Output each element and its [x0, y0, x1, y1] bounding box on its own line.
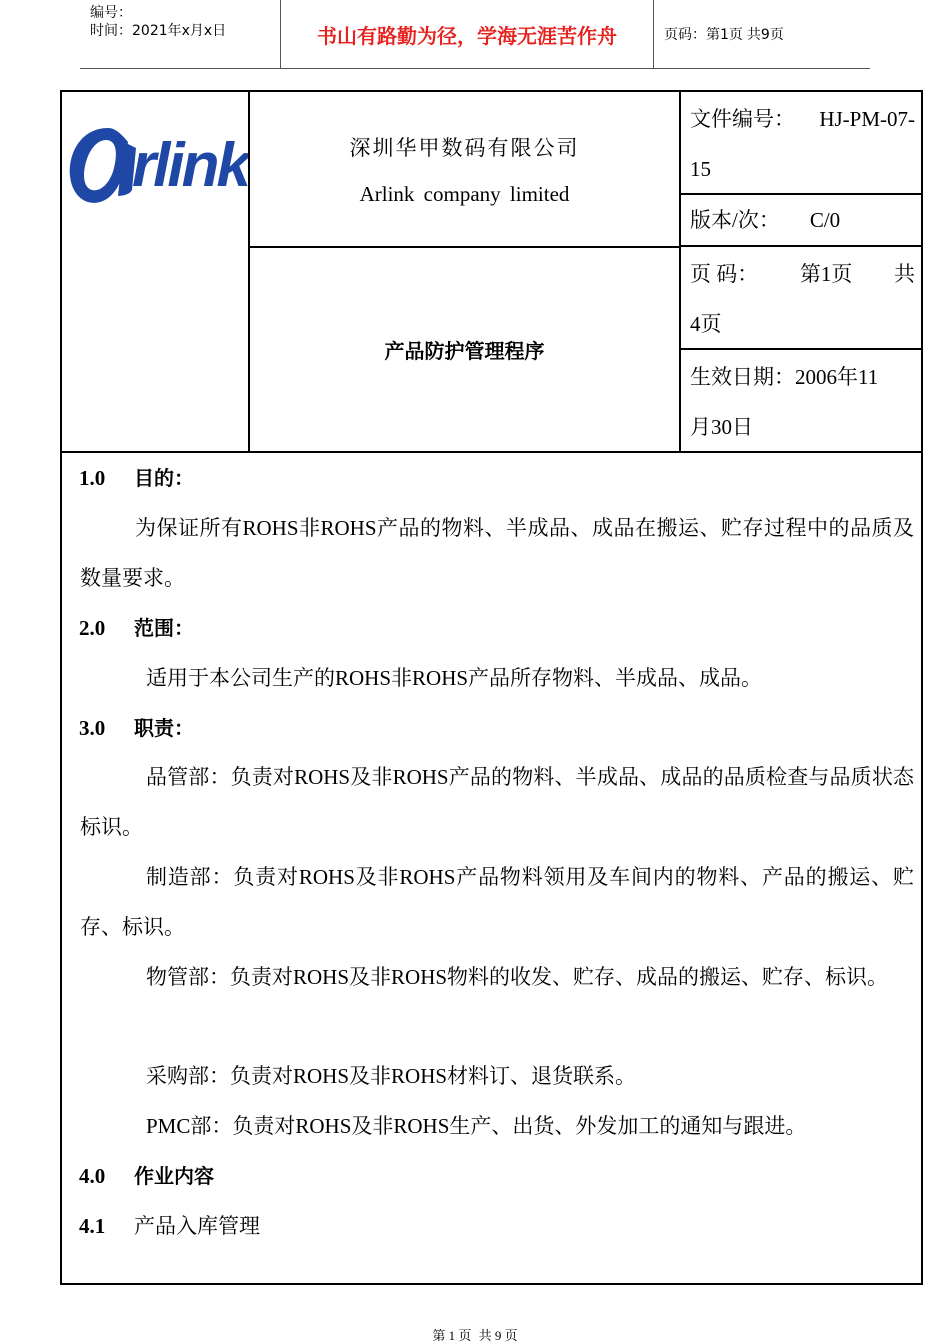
doc-number-value-2: 15 [690, 157, 711, 181]
version-value: C/0 [809, 208, 841, 232]
document-info-column [679, 92, 923, 451]
section-3-duty-qc: 品管部：负责对ROHS及非ROHS产品的物料、半成品、成品的品质检查与品质状态标识。 [80, 765, 914, 839]
company-name-cn: 深圳华甲数码有限公司 [349, 136, 580, 160]
running-header-page [654, 0, 870, 68]
running-header-meta [80, 0, 280, 68]
time-label: 时间：2021年x月x日 [90, 23, 227, 39]
document-frame [60, 90, 923, 1285]
section-number: 4.0 [79, 1164, 106, 1188]
subsection-title: 产品入库管理 [134, 1214, 260, 1238]
section-3-duty-manufacturing: 制造部：负责对ROHS及非ROHS产品物料领用及车间内的物料、产品的搬运、贮存、标识。 [80, 865, 914, 939]
company-name-en: Arlink company limited [359, 182, 570, 206]
doc-number-label: 文件编号： [690, 107, 795, 131]
number-label: 编号： [90, 5, 132, 21]
effective-date-value-2: 月30日 [690, 415, 753, 439]
doc-number-cell [681, 92, 923, 195]
logo-cell [62, 92, 250, 451]
section-1-text: 为保证所有ROHS非ROHS产品的物料、半成品、成品在搬运、贮存过程中的品质及数量要求。 [80, 516, 914, 590]
version-label: 版本/次： [690, 208, 780, 232]
subsection-number: 4.1 [79, 1214, 106, 1238]
running-page-total: 共9页 [746, 27, 784, 43]
section-3-duty-material: 物管部：负责对ROHS及非ROHS物料的收发、贮存、成品的搬运、贮存、标识。 [146, 965, 889, 989]
page-label: 页 码： [690, 262, 759, 286]
doc-number-value-1: HJ-PM-07- [819, 107, 915, 131]
motto: 书山有路勤为径，学海无涯苦作舟 [280, 0, 654, 68]
running-page-label: 页码：第1页 [664, 27, 743, 43]
running-header [80, 0, 870, 69]
version-cell [681, 195, 923, 247]
footer-total: 共 9 页 [478, 1328, 518, 1343]
section-number: 1.0 [79, 466, 106, 490]
document-header-table [62, 92, 921, 453]
section-title: 目的： [134, 466, 194, 490]
section-3-duty-pmc: PMC部：负责对ROHS及非ROHS生产、出货、外发加工的通知与跟进。 [146, 1114, 807, 1138]
section-2-text: 适用于本公司生产的ROHS非ROHS产品所存物料、半成品、成品。 [146, 666, 763, 690]
section-number: 3.0 [79, 716, 106, 740]
effective-date-label: 生效日期： [690, 365, 795, 389]
effective-date-value-1: 2006年11 [795, 365, 879, 389]
effective-date-cell [681, 350, 923, 451]
company-name-cell [250, 92, 679, 248]
page-cell [681, 247, 923, 350]
page-total-2: 4页 [690, 312, 722, 336]
section-number: 2.0 [79, 616, 106, 640]
section-title: 范围： [134, 616, 194, 640]
document-title: 产品防护管理程序 [384, 339, 545, 363]
logo-text: rlink [132, 131, 248, 200]
page-value: 第1页 [799, 262, 853, 286]
page-footer [0, 1325, 950, 1344]
section-title: 职责： [134, 716, 194, 740]
footer-page: 第 1 页 [432, 1328, 472, 1343]
section-title: 作业内容 [134, 1164, 214, 1188]
section-3-duty-purchasing: 采购部：负责对ROHS及非ROHS材料订、退货联系。 [146, 1064, 637, 1088]
page-total: 共 [894, 262, 915, 286]
arlink-logo [62, 92, 248, 232]
